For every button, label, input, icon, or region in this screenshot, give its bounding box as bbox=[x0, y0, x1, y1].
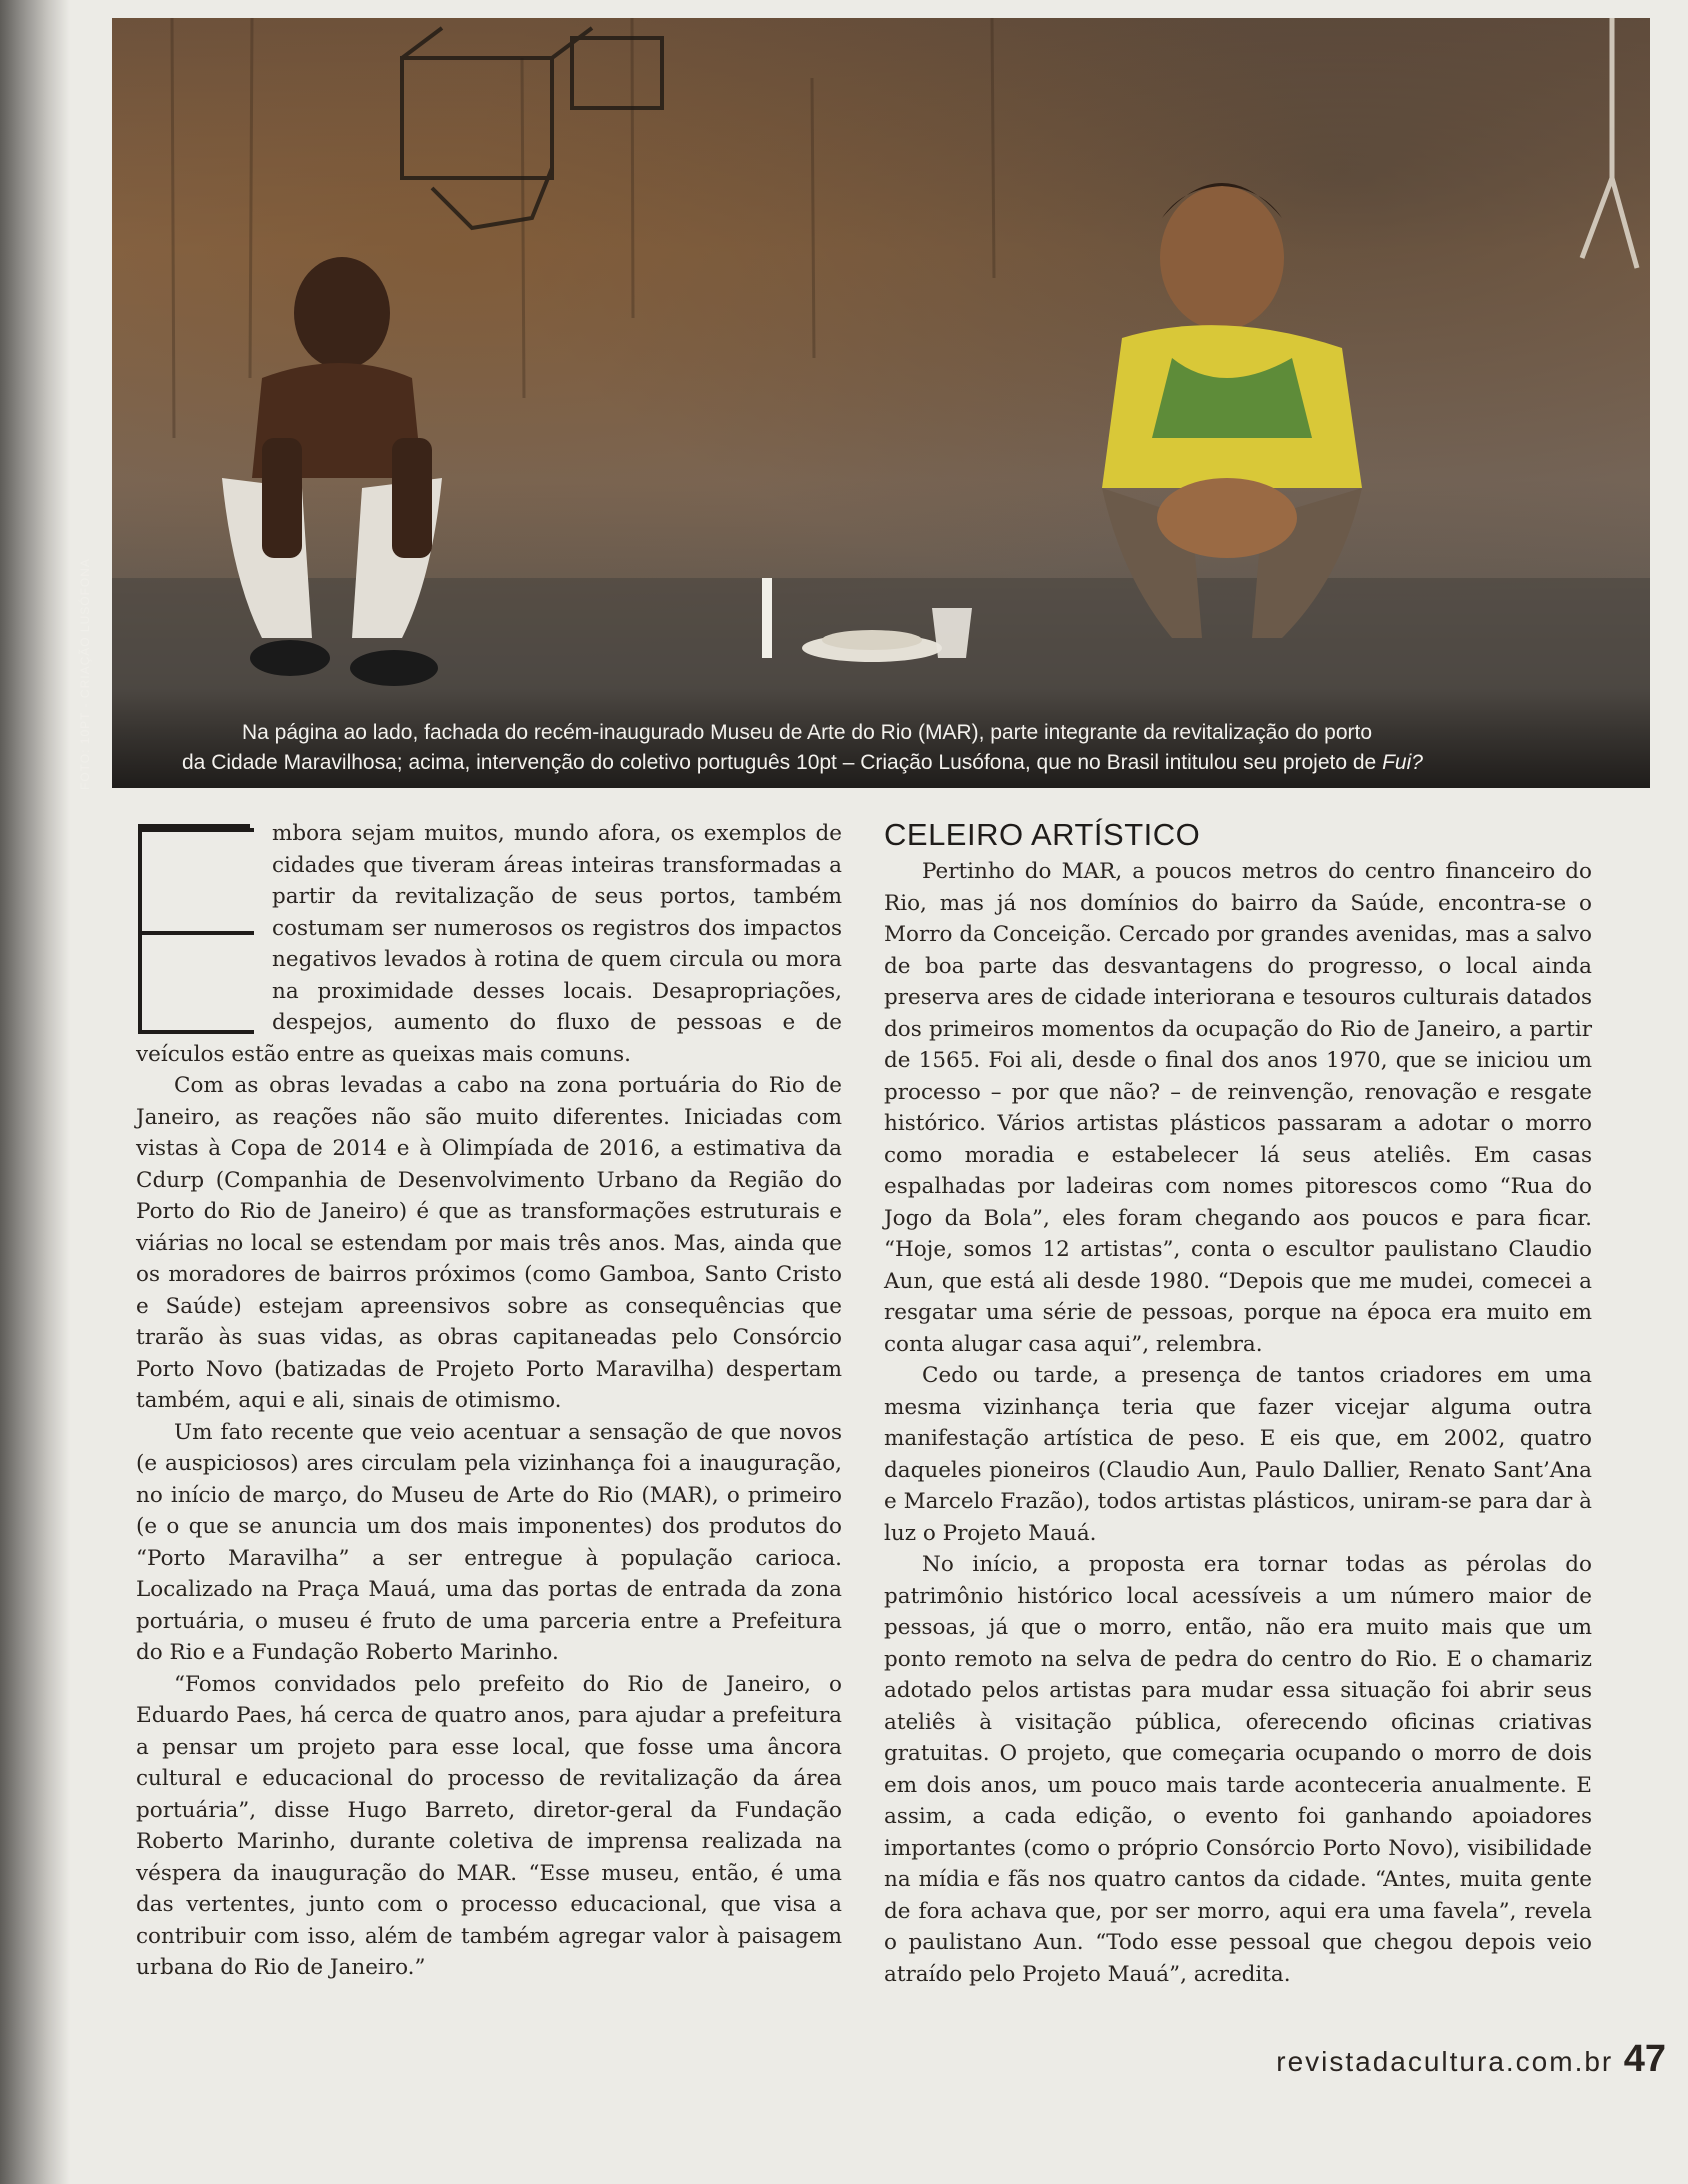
footer-site-url[interactable]: revistadacultura.com.br bbox=[1276, 2046, 1614, 2077]
caption-project-title: Fui? bbox=[1382, 751, 1423, 774]
paragraph: Cedo ou tarde, a presença de tantos criadores em uma mesma vizinhança teria que fazer vicejar alguma outra manifestação artística de peso. E eis que, em 2002, quatro daqueles pioneiros (Claudio Aun, Paulo Dallier, Renato Sant’Ana e Marcelo Frazão), todos artistas plásticos, uniram-se para dar à luz o Projeto Mauá. bbox=[884, 1363, 1592, 1546]
caption-line-1: Na página ao lado, fachada do recém-inaugurado Museu de Arte do Rio (MAR), parte integrante da revitalização do porto bbox=[242, 721, 1373, 744]
hero-photo bbox=[112, 18, 1650, 788]
drop-cap-letter bbox=[138, 824, 250, 1034]
paragraph: Com as obras levadas a cabo na zona portuária do Rio de Janeiro, as reações não são muito diferentes. Iniciadas com vistas à Copa de 2014 e à Olimpíada de 2016, a estimativa da Cdurp (Companhia de Desenvolvimento Urbano da Região do Porto do Rio de Janeiro) é que as transformações estruturais e viárias no local se estendam por mais três anos. Mas, ainda que os moradores de bairros próximos (como Gamboa, Santo Cristo e Saúde) estejam apreensivos sobre as consequências que trarão às suas vidas, as obras capitaneadas pelo Consórcio Porto Novo (batizadas de Projeto Porto Maravilha) despertam também, aqui e ali, sinais de otimismo. bbox=[136, 1073, 842, 1413]
mural-illustration bbox=[112, 18, 1650, 788]
paragraph: “Fomos convidados pelo prefeito do Rio de Janeiro, o Eduardo Paes, há cerca de quatro anos, para ajudar a prefeitura a pensar um projeto para esse local, que fosse uma âncora cultural e educacional do processo de revitalização da área portuária”, disse Hugo Barreto, diretor-geral da Fundação Roberto Marinho, durante coletiva de imprensa realizada na véspera da inauguração do MAR. “Esse museu, então, é uma das vertentes, junto com o processo educacional, que visa a contribuir com isso, além de também agregar valor à paisagem urbana do Rio de Janeiro.” bbox=[136, 1671, 842, 1980]
section-heading: CELEIRO ARTÍSTICO bbox=[884, 817, 1201, 852]
caption-line-2-text: da Cidade Maravilhosa; acima, intervenção do coletivo português 10pt – Criação Lusófona, que no Brasil intitulou seu projeto de bbox=[182, 751, 1383, 774]
drop-cap bbox=[138, 824, 262, 1038]
article-left-column bbox=[136, 818, 842, 1984]
photo-caption bbox=[112, 688, 1650, 788]
page-number: 47 bbox=[1623, 2038, 1666, 2080]
binding-shadow bbox=[0, 0, 70, 2184]
page-footer bbox=[1276, 2038, 1666, 2081]
paragraph-intro: mbora sejam muitos, mundo afora, os exemplos de cidades que tiveram áreas inteiras transformadas a partir da revitalização de seus portos, também costumam ser numerosos os registros dos impactos negativos levados à rotina de quem circula ou mora na proximidade desses locais. Desapropriações, despejos, aumento do fluxo de pessoas e de veículos estão entre as queixas mais comuns. bbox=[136, 821, 842, 1067]
caption-line-2 bbox=[182, 748, 1423, 778]
photo-credit: FOTO: 10PT - CRIAÇÃO LUSÓFONA bbox=[78, 558, 92, 790]
paragraph: Um fato recente que veio acentuar a sensação de que novos (e auspiciosos) ares circulam pela vizinhança foi a inauguração, no início de março, do Museu de Arte do Rio (MAR), o primeiro (e o que se anuncia um dos mais imponentes) dos produtos do “Porto Maravilha” a ser entregue à população carioca. Localizado na Praça Mauá, uma das portas de entrada da zona portuária, o museu é fruto de uma parceria entre a Prefeitura do Rio e a Fundação Roberto Marinho. bbox=[136, 1419, 842, 1665]
paragraph: No início, a proposta era tornar todas as pérolas do patrimônio histórico local acessíveis a um número maior de pessoas, já que o morro, então, não era muito mais que um ponto remoto na selva de pedra do centro do Rio. E o chamariz adotado pelos artistas para mudar essa situação foi abrir seus ateliês à visitação pública, oferecendo oficinas criativas gratuitas. O projeto, que começaria ocupando o morro de dois em dois anos, um pouco mais tarde aconteceria anualmente. E assim, a cada edição, o evento foi ganhando apoiadores importantes (como o próprio Consórcio Porto Novo), visibilidade na mídia e fãs nos quatro cantos da cidade. “Antes, muita gente de fora achava que, por ser morro, aqui era uma favela”, revela o paulistano Aun. “Todo esse pessoal que chegou depois veio atraído pelo Projeto Mauá”, acredita. bbox=[884, 1552, 1592, 1987]
article-right-column bbox=[884, 816, 1592, 1990]
paragraph: Pertinho do MAR, a poucos metros do centro financeiro do Rio, mas já nos domínios do bairro da Saúde, encontra-se o Morro da Conceição. Cercado por grandes avenidas, mas a salvo de boa parte das desvantagens do progresso, o local ainda preserva ares de cidade interiorana e tesouros culturais datados dos primeiros momentos da ocupação do Rio de Janeiro, a partir de 1565. Foi ali, desde o final dos anos 1970, que se iniciou um processo – por que não? – de reinvenção, renovação e resgate histórico. Vários artistas plásticos passaram a adotar o morro como moradia e estabelecer lá seus ateliês. Em casas espalhadas por ladeiras com nomes pitorescos como “Rua do Jogo da Bola”, eles foram chegando aos poucos e para ficar. “Hoje, somos 12 artistas”, conta o escultor paulistano Claudio Aun, que está ali desde 1980. “Depois que me mudei, comecei a resgatar uma série de pessoas, porque na época era muito em conta alugar casa aqui”, relembra. bbox=[884, 859, 1592, 1357]
